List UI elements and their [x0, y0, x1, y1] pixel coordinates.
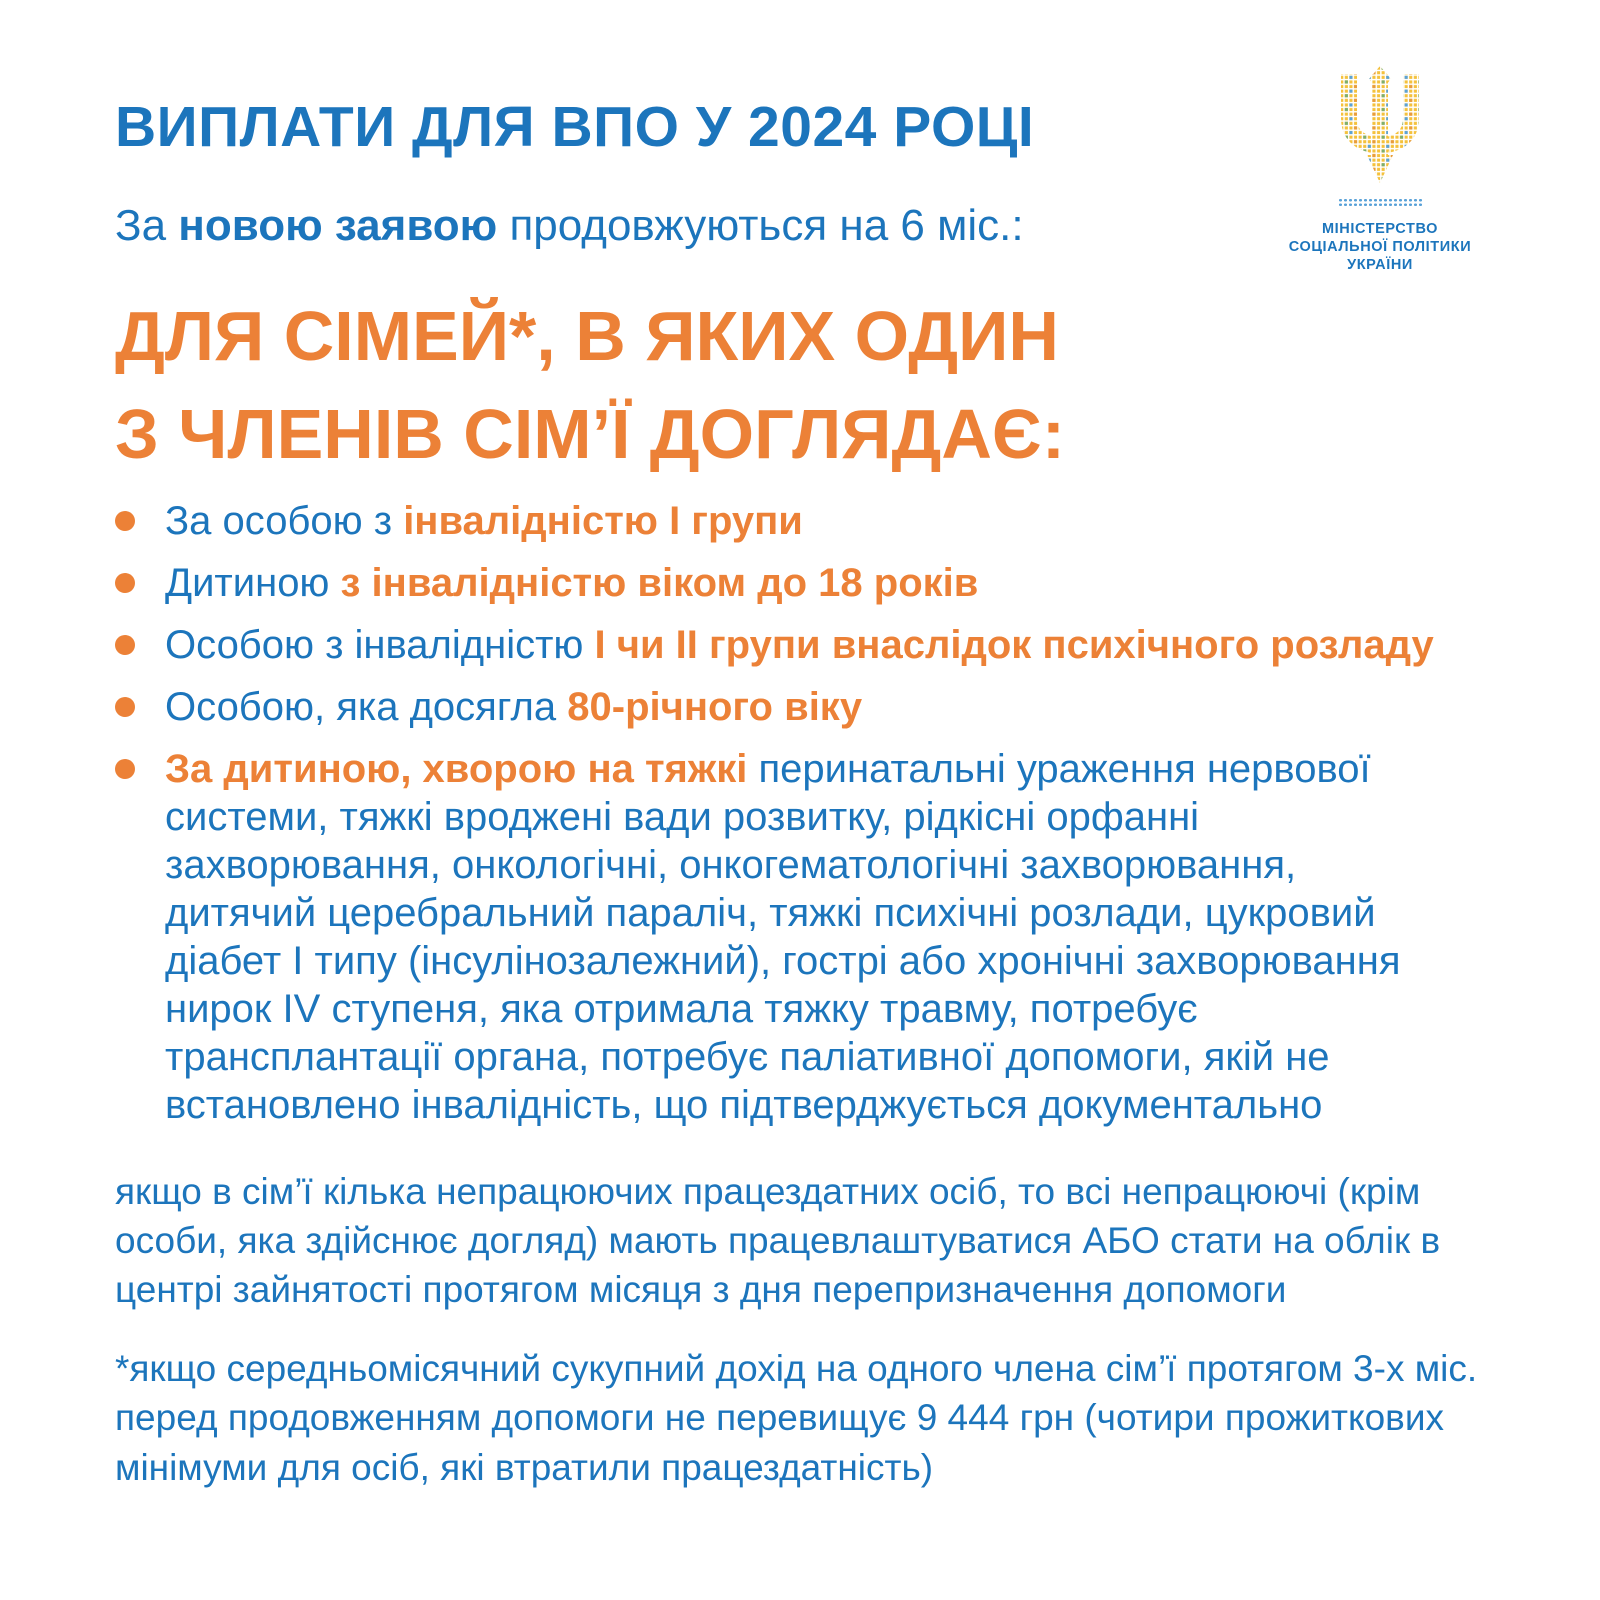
- bullet-dot-icon: [115, 697, 135, 717]
- list-item-text: [165, 499, 803, 543]
- page-title: ВИПЛАТИ ДЛЯ ВПО У 2024 РОЦІ: [115, 95, 1035, 159]
- bullet-dot-icon: [115, 511, 135, 531]
- text-segment: 80-річного віку: [567, 684, 863, 729]
- section-heading-line2: З ЧЛЕНІВ СІМ’Ї ДОГЛЯДАЄ:: [115, 394, 1066, 473]
- bullet-list: [115, 497, 1505, 1129]
- list-item: [115, 683, 1455, 731]
- text-segment: з інвалідністю віком до 18 років: [340, 560, 979, 605]
- list-item-text: [165, 561, 978, 605]
- content-column: [115, 95, 1505, 1492]
- bullet-dot-icon: [115, 635, 135, 655]
- section-heading-line1: ДЛЯ СІМЕЙ*, В ЯКИХ ОДИН: [115, 296, 1059, 375]
- text-segment: Дитиною: [165, 560, 341, 605]
- text-segment: інвалідністю І групи: [403, 498, 803, 543]
- text-segment: За: [115, 200, 179, 250]
- text-segment: За особою з: [165, 498, 404, 543]
- list-item: [115, 497, 1455, 545]
- list-item: [115, 745, 1455, 1129]
- ministry-name-line1: МІНІСТЕРСТВО: [1321, 221, 1439, 237]
- list-item: [115, 621, 1455, 669]
- text-segment: За дитиною, хворою на тяжкі: [165, 746, 759, 791]
- ministry-name-line2: СОЦІАЛЬНОЇ ПОЛІТИКИ: [1288, 239, 1472, 256]
- text-segment: продовжуються на 6 міс.:: [497, 200, 1024, 250]
- note-income-footnote: *якщо середньомісячний сукупний дохід на одного члена сім’ї протягом 3-х міс. перед продовженням допомоги не перевищує 9 444 грн (чотири прожиткових мінімуми для осіб, які втратили працездатність): [115, 1348, 1478, 1488]
- text-segment: перинатальні ураження нервової системи, тяжкі вроджені вади розвитку, рідкісні орфанні захворювання, онкологічні, онкогематологічні захворювання, дитячий церебральний параліч, тяжкі психічні розлади, цукровий діабет І типу (інсулінозалежний), гострі або хронічні захворювання нирок IV ступеня, яка отримала тяжку травму, потребує трансплантації органа, потребує паліативної допомоги, якій не встановлено інвалідність, що підтверджується документально: [165, 746, 1401, 1127]
- list-item: [115, 559, 1455, 607]
- section-heading: [115, 287, 1505, 483]
- bullet-dot-icon: [115, 759, 135, 779]
- text-segment: Особою з інвалідністю: [165, 622, 595, 667]
- bullet-dot-icon: [115, 573, 135, 593]
- note-employment: якщо в сім’ї кілька непрацюючих працездатних осіб, то всі непрацюючі (крім особи, яка здійснює догляд) мають працевлаштуватися АБО стати на облік в центрі зайнятості протягом місяця з дня перепризначення допомоги: [115, 1170, 1441, 1311]
- text-segment: Особою, яка досягла: [165, 684, 568, 729]
- list-item-text: [165, 747, 1401, 1127]
- text-segment: новою заявою: [178, 200, 498, 250]
- list-item-text: [165, 685, 862, 729]
- ministry-name-line3: УКРАЇНИ: [1347, 257, 1413, 274]
- list-item-text: [165, 623, 1434, 667]
- subtitle: [115, 200, 1505, 253]
- text-segment: І чи ІІ групи внаслідок психічного розладу: [594, 622, 1434, 667]
